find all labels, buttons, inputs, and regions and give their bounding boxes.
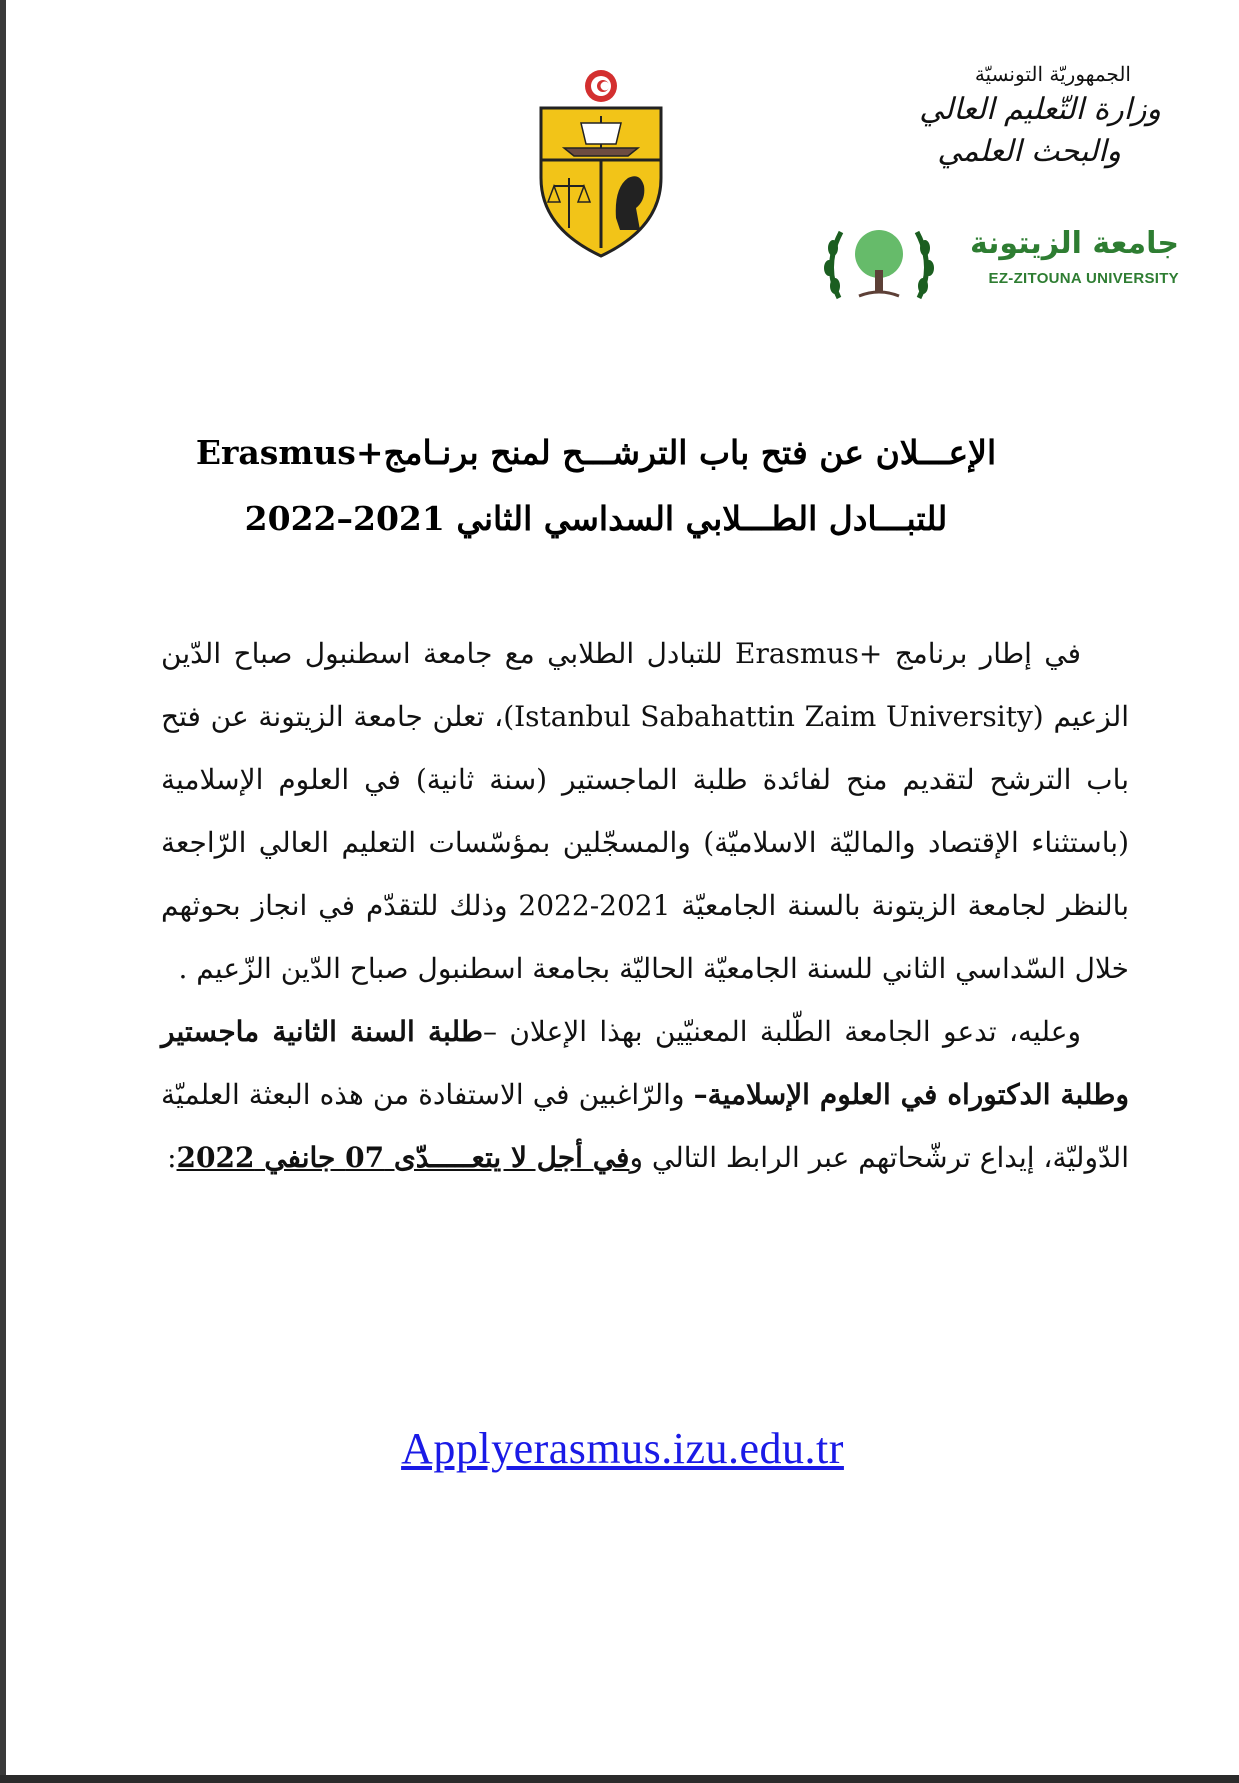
- university-logo: [819, 218, 1179, 308]
- paragraph-2: [161, 1000, 1129, 1189]
- ministry-label: وزارة التّعليم العالي: [919, 92, 1161, 127]
- university-name-english: EZ-ZITOUNA UNIVERSITY: [988, 270, 1179, 287]
- deadline-text: في أجل لا يتعـــــدّى 07 جانفي 2022: [176, 1141, 630, 1174]
- paragraph-1: في إطار برنامج +Erasmus للتبادل الطلابي مع جامعة اسطنبول صباح الدّين الزعيم (Istanbul Sabahattin Zaim University)، تعلن جامعة الزيتونة عن فتح باب الترشح لتقديم منح لفائدة طلبة الماجستير (سنة ثانية) في العلوم الإسلامية (باستثناء الإقتصاد والماليّة الاسلاميّة) والمسجّلين بمؤسّسات التعليم العالي الرّاجعة بالنظر لجامعة الزيتونة بالسنة الجامعيّة 2021-2022 وذلك للتقدّم في انجاز بحوثهم خلال السّداسي الثاني للسنة الجامعيّة الحاليّة بجامعة اسطنبول صباح الدّين الزّعيم .: [161, 637, 1130, 985]
- title-line-2: للتبـــادل الطـــلابي السداسي الثاني 2021–2022: [244, 499, 948, 538]
- announcement-title: [156, 420, 1036, 552]
- eligible-students-text: طلبة السنة الثانية ماجستير وطلبة الدكتوراه في العلوم الإسلامية–: [161, 1015, 1129, 1111]
- title-line-1: الإعـــلان عن فتح باب الترشـــح لمنح برنـامج+Erasmus: [195, 433, 997, 472]
- application-link-container: [6, 1423, 1239, 1474]
- research-label: والبحث العلمي: [937, 134, 1121, 169]
- republic-label: الجمهوريّة التونسيّة: [974, 62, 1131, 86]
- announcement-body: [161, 622, 1129, 1189]
- university-name-arabic: جامعة الزيتونة: [969, 226, 1179, 261]
- application-link[interactable]: Applyerasmus.izu.edu.tr: [401, 1424, 844, 1473]
- tunisia-coat-of-arms-icon: [536, 68, 666, 258]
- paragraph-2-middle: والرّاغبين في الاستفادة من هذه البعثة العلميّة الدّوليّة، إيداع ترشّحاتهم عبر الرابط التالي و: [161, 1078, 1129, 1174]
- ministry-header: [911, 60, 1161, 172]
- bottom-bar: [0, 1775, 1239, 1783]
- olive-wreath-tree-icon: [819, 218, 939, 308]
- paragraph-2-end: :: [167, 1141, 177, 1174]
- document-page: [6, 0, 1239, 1775]
- paragraph-2-intro: وعليه، تدعو الجامعة الطّلبة المعنيّين بهذا الإعلان –: [483, 1015, 1081, 1048]
